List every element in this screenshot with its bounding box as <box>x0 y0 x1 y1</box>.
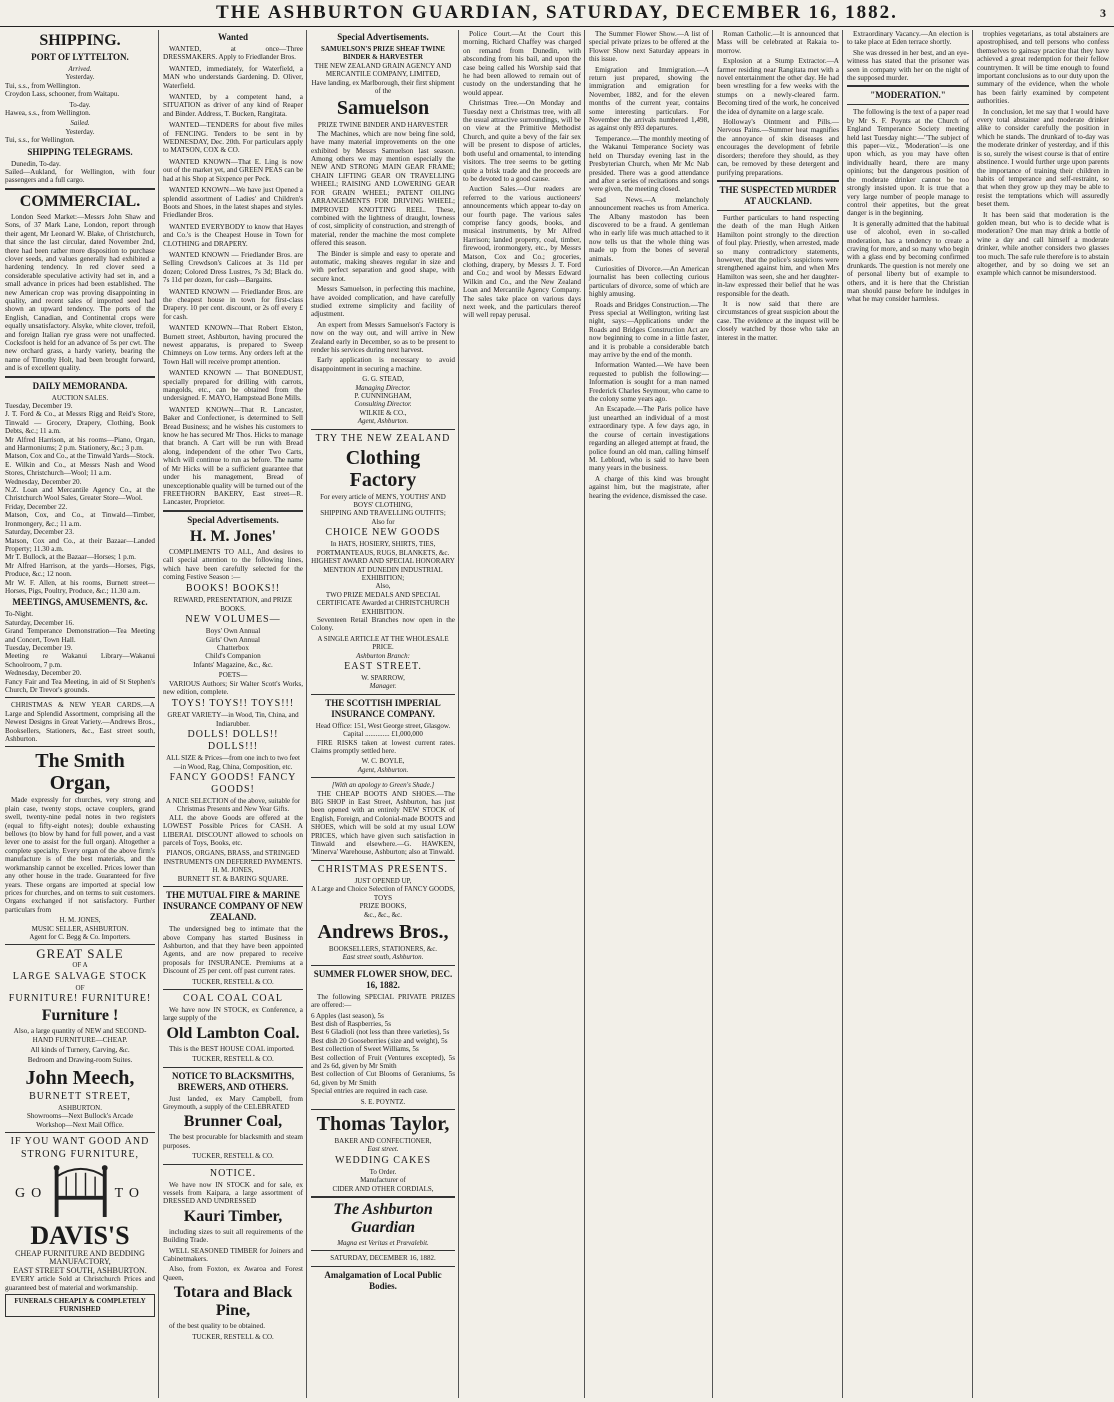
telegrams-heading: SHIPPING TELEGRAMS. <box>27 146 133 157</box>
prize-books: PRIZE BOOKS, <box>359 902 407 911</box>
just-opened: JUST OPENED UP, <box>354 876 412 885</box>
divider <box>163 989 303 990</box>
coal-signature: TUCKER, RESTELL & CO. <box>192 1055 274 1064</box>
funerals-box: FUNERALS CHEAPLY & COMPLETELY FURNISHED <box>5 1294 155 1317</box>
totara-text: Also, from Foxton, ex Awaroa and Forest Queen, <box>163 1265 303 1282</box>
signature-title: Managing Director. <box>355 383 411 392</box>
organ-signature-title: MUSIC SELLER, ASHBURTON. <box>31 924 129 933</box>
divider <box>311 777 455 778</box>
column-2 <box>160 30 306 1398</box>
news-paragraph: It has been said that moderation is the golden mean, but who is to decide what is moderation? One man may drink a bottle of wine a day and call himself a moderate drinker, while another considers two glasses too much. The safe rule therefore is to abstain altogether, and by so doing we set an example which cannot be misunderstood. <box>977 210 1109 278</box>
meech-showrooms: Showrooms—Next Bullock's Arcade Workshop—Next Mail Office. <box>26 1112 134 1129</box>
totara-signature: TUCKER, RESTELL & CO. <box>192 1332 274 1341</box>
manufacturer-label: Manufacturer of <box>360 1176 406 1185</box>
east-street: EAST STREET. <box>344 660 422 672</box>
taylor-title: Thomas Taylor, <box>316 1113 450 1135</box>
dolls-text: ALL SIZE & Prices—from one inch to two feet—in Wood, Rag, China, Composition, etc. <box>166 754 300 771</box>
lambton-title: Old Lambton Coal. <box>166 1024 300 1042</box>
special-heading: Special Advertisements. <box>187 514 279 525</box>
column-6 <box>714 30 842 1398</box>
sale-line: OF A <box>72 961 88 970</box>
meech-address: BURNETT STREET, <box>29 1090 131 1102</box>
sailed-label: Sailed. <box>70 119 90 128</box>
page-number: 3 <box>1100 6 1106 20</box>
news-paragraph: trophies vegetarians, as total abstainers are apostrophised, and tell persons who confess themselves to gainsay practice that they have achieved a great redemption for their fellow countrymen. It will be time enough to found important conclusions as to our duty upon the summary of the evidence, when the whole has been fairly examined by competent authorities. <box>977 30 1109 106</box>
sale-line: OF <box>75 983 85 992</box>
today-text: Hawea, s.s., from Wellington. <box>5 109 91 118</box>
single-article: A SINGLE ARTICLE AT THE WHOLESALE PRICE. <box>317 634 449 652</box>
sparrow-name: W. SPARROW, <box>361 673 405 682</box>
all-above-text: ALL the above Goods are offered at the LOWEST Possible Prices for CASH. A LIBERAL DISCOUNT allowed to schools on parcels of Toys, Books, etc. <box>163 813 303 848</box>
divider <box>311 965 455 966</box>
fancy-text: A NICE SELECTION of the above, suitable for Christmas Presents and New Year Gifts. <box>165 797 301 814</box>
arrived-text: Tui, s.s., from Wellington. Croydon Lass, schooner, from Waitapu. <box>5 81 120 99</box>
news-paragraph: An Escapade.—The Paris police have just unearthed an individual of a most extraordinary type. A few days ago, in the course of certain investigations regarding an alleged attempt at fraud, the police found an old man, calling himself M. Lebloud, who is said to have been many years in the business. <box>589 405 709 473</box>
arrived-label: Arrived. <box>68 65 92 73</box>
davis-text: CHEAP FURNITURE AND BEDDING MANUFACTORY, <box>15 1249 145 1267</box>
try-heading: TRY THE NEW ZEALAND <box>315 432 451 444</box>
mutual-signature: TUCKER, RESTELL & CO. <box>192 977 274 986</box>
also-text: Also, <box>375 582 391 591</box>
mutual-body: The undersigned beg to intimate that the above Company has started Business in Ashburton, and that they have been appointed Agents, and are now prepared to receive proposals for INSURANCE. Premiums at a Discount of 25 per cent. off past current rates. <box>163 925 303 976</box>
andrews-trade: BOOKSELLERS, STATIONERS, &c. <box>328 944 438 953</box>
signature: G. G. STEAD, <box>362 375 404 384</box>
coal-text: We have now IN STOCK, ex Conference, a large supply of the <box>163 1005 303 1023</box>
totara-text2: of the best quality to be obtained. <box>169 1322 266 1331</box>
news-paragraph: It is now said that there are circumstances of great suspicion about the case. The evidence at the inquest will be closely watched by those who take an interest in the matter. <box>717 299 839 342</box>
auction-text: Tuesday, December 19. J. T. Ford & Co., at Messrs Rigg and Reid's Store, Tinwald — Grocery, Drapery, Clothing, Book Debts, &c.; 11 a.m. Mr Alfred Harrison, at his rooms—Piano, Organ, and Harmoniums; 2 p.m. Stationery, &c.; 3 p.m. Matson, Cox and Co., at the Tinwald Yards—Stock. E. Wilkin and Co., at Messrs Nash and Wood Stores, Christchurch—Wool; 11 a.m. Wednesday, December 20. N.Z. Loan and Mercantile Agency Co., at the Christchurch Wool Sales, Greater Store—Wool. Friday, December 22. Matson, Cox, and Co., at Tinwald—Timber, Ironmongery, &c.; 11 a.m. Saturday, December 23. Matson, Cox and Co., at their Bazaar—Landed Property; 11.30 a.m. Mr T. Bullock, at the Bazaar—Horses; 1 p.m. Mr Alfred Harrison, at the yards—Horses, Pigs, Produce, &c.; 12 noon. Mr W. F. Allen, at his rooms, Burnett street—Horses, Pigs, Poultry, Produce, &c.; 11.30 a.m. <box>5 402 155 595</box>
samuelson-body: Messrs Samuelson, in perfecting this machine, have avoided complication, and have carefully studied extreme simplicity and facility of adjustment. <box>311 285 455 319</box>
wedding-cakes: WEDDING CAKES <box>334 1154 432 1166</box>
wanted-ad: WANTED KNOWN—That Robert Elston, Burnett street, Ashburton, having procured the newest apparatus, is prepared to Sweep Chimneys on Low terms. Any orders left at the Town Hall will receive prompt attention. <box>163 324 303 366</box>
news-paragraph: Police Court.—At the Court this morning, Richard Chaffey was charged on remand from Dunedin, with absconding from his bail, and upon the case being called his Worship said that he had been allowed to remain out of custody on the understanding that he would appear. <box>463 30 581 97</box>
column-8 <box>974 30 1112 1398</box>
retail-text: Seventeen Retail Branches now open in the Colony. <box>311 615 455 633</box>
fire-risks: FIRE RISKS taken at lowest current rates. Claims promptly settled here. <box>311 738 455 755</box>
samuelson-heading: SAMUELSON'S PRIZE SHEAF TWINE BINDER & HARVESTER <box>321 45 445 62</box>
today-label: To-day. <box>69 100 91 109</box>
divider <box>717 180 839 182</box>
divider <box>847 85 969 87</box>
column-rule <box>842 30 843 1398</box>
divider <box>311 429 455 430</box>
books-heading: BOOKS! BOOKS!! <box>185 583 281 595</box>
news-paragraph: Further particulars to hand respecting the death of the man Hugh Aitken Hamilton point strongly to the direction of foul play. Priestly, when arrested, made so many contradictory statements, however, that the police's suspicions were strengthened against him, and when Mrs Hamilton was seen, she and her daughter-in-law expressed their belief that he was responsible for the death. <box>717 213 839 298</box>
moderation-heading: "MODERATION." <box>870 90 946 101</box>
toys-label: TOYS <box>373 893 393 902</box>
organ-signature-agent: Agent for C. Begg & Co. Importers. <box>29 932 131 941</box>
notice-smiths: NOTICE TO BLACKSMITHS, BREWERS, AND OTHERS. <box>172 1070 294 1092</box>
new-volumes: NEW VOLUMES— <box>185 614 281 626</box>
want-line: IF YOU WANT GOOD AND <box>10 1136 150 1147</box>
divider <box>5 376 155 378</box>
meech-name: John Meech, <box>25 1066 135 1089</box>
news-paragraph: Sad News.—A melancholy announcement reaches us from America. The Albany mastodon has been discovered to be a fraud. A gentleman who in early life was much attached to it now tells us that the whole thing was made up from the bones of several animals. <box>589 195 709 263</box>
memoranda-heading: DAILY MEMORANDA. <box>32 380 128 391</box>
divider <box>163 510 303 512</box>
column-4 <box>460 30 584 1398</box>
news-paragraph: The Summer Flower Show.—A list of special private prizes to be offered at the Flower Show next Saturday appears in this issue. <box>589 30 709 64</box>
award-text: HIGHEST AWARD AND SPECIAL HONORARY MENTION AT DUNEDIN INDUSTRIAL EXHIBITION; <box>311 557 455 582</box>
organ-signature: H. M. JONES, <box>59 916 101 925</box>
wanted-ad: WANTED—TENDERS for about five miles of FENCING. Tenders to be sent in by WEDNESDAY, Dec. 20th. For particulars apply to MATSON, COX & CO. <box>163 121 303 155</box>
jones-text: COMPLIMENTS TO ALL, And desires to call special attention to the following lines, which have been carefully selected for the coming Festive Season :— <box>163 547 303 581</box>
telegrams-text: Dunedin, To-day. Sailed—Aukland, for Wellington, with four passengers and a full cargo. <box>5 159 155 185</box>
poyntz-signature: S. E. POYNTZ. <box>360 1097 406 1106</box>
organ-text: Made expressly for churches, very strong and plain case, twenty stops, octave couplers, grand swell, twenty-nine pedal notes in two registers (equal to fifty-eight notes); double exhausting bellows (to blow by hand for full power, and a vast lever one to assist for the full organ). Altogether a complete specialty. Every organ of the above firm's manufacture is of the best materials, and the workmanship cannot be excelled. Prices lower than any other house in the trade. Guaranteed for five years. These organs are imported at special low prices for churches, and on terms to suit customers. Organs exchanged if not satisfactory. Further particulars from <box>5 796 155 914</box>
port-heading: PORT OF LYTTELTON. <box>31 52 129 62</box>
clothing-title: Clothing Factory <box>345 446 421 491</box>
manager-label: Manager. <box>369 682 397 691</box>
column-7 <box>844 30 972 1398</box>
news-paragraph: Curiosities of Divorce.—An American journalist has been collecting curious particulars of divorce, some of which are highly amusing. <box>589 264 709 299</box>
column-rule <box>584 30 585 1398</box>
kauri-text2: including sizes to suit all requirements of the Building Trade. <box>163 1227 303 1245</box>
masthead <box>0 0 1114 27</box>
fancy-selection: A Large and Choice Selection of FANCY GOODS, <box>311 885 455 894</box>
brunner-text: The best procurable for blacksmith and steam purposes. <box>163 1133 303 1150</box>
go-text: GO <box>15 1185 48 1201</box>
etc: &c., &c., &c. <box>364 910 402 919</box>
flower-list: 6 Apples (last season), 5s Best dish of Raspberries, 5s Best 6 Gladioli (not less than three varieties), 5s Best dish 20 Gooseberries (size and weight), 5s Best collection of Sweet Williams, 5s Best collection of Fruit (Ventures excepted), 5s and 2s 6d, given by Mr Smith Best collection of Cut Blooms of Geraniums, 5s 6d, given by Mr Smith Special entries are required in each case. <box>311 1011 455 1096</box>
also-for: Also for <box>371 517 395 526</box>
wanted-ad: WANTED, by a competent hand, a SITUATION as driver of any kind of Reaper and Binder. Address, T. Bucken, Rangitata. <box>163 93 303 118</box>
divider <box>163 886 303 887</box>
sale-heading: GREAT SALE <box>36 946 124 962</box>
divider <box>847 104 969 105</box>
pianos-text: PIANOS, ORGANS, BRASS, and STRINGED INSTRUMENTS ON DEFERRED PAYMENTS. <box>163 849 303 866</box>
cards-ad: CHRISTMAS & NEW YEAR CARDS.—A Large and Splendid Assortment, comprising all the Newest Designs in Great Variety.—Andrews Bros., Booksellers, Stationers, &c., East street south, Ashburton. <box>5 701 155 744</box>
arrived-yesterday: Yesterday. <box>65 73 95 82</box>
wanted-heading: Wanted <box>217 32 248 42</box>
news-paragraph: She was dressed in her best, and an eye-witness has stated that the prisoner was seen in company with her on the night of the supposed murder. <box>847 48 969 83</box>
notice-heading: NOTICE. <box>209 1167 257 1179</box>
sale-furniture: Furniture ! <box>41 1007 119 1025</box>
amalgamation-heading: Amalgamation of Local Public Bodies. <box>324 1269 442 1291</box>
special-heading: Special Advertisements. <box>337 32 429 42</box>
guardian-date: SATURDAY, DECEMBER 16, 1882. <box>330 1254 436 1263</box>
samuelson-body: The Binder is simple and easy to operate and automatic, making sheaves regular in size and with perfect separation and good shape, with secure knot. <box>311 249 455 283</box>
davis-title: DAVIS'S <box>30 1221 130 1250</box>
sailed-text: Tui, s.s., for Wellington. <box>5 136 75 145</box>
column-rule <box>972 30 973 1398</box>
coal-heading: COAL COAL COAL <box>183 992 283 1004</box>
outfits-text: SHIPPING AND TRAVELLING OUTFITS; <box>320 509 446 518</box>
masthead-title: THE ASHBURTON GUARDIAN, SATURDAY, DECEMBER 16, 1882. <box>216 2 898 23</box>
suspected-murder-heading: THE SUSPECTED MURDER AT AUCKLAND. <box>719 184 837 206</box>
toys-text: GREAT VARIETY—in Wood, Tin, China, and Indiarubber. <box>167 711 299 728</box>
medals-text: TWO PRIZE MEDALS AND SPECIAL CERTIFICATE Awarded at CHRISTCHURCH EXHIBITION. <box>316 590 450 616</box>
divider <box>311 1196 455 1198</box>
scottish-heading: THE SCOTTISH IMPERIAL INSURANCE COMPANY. <box>325 697 441 719</box>
divider <box>311 1250 455 1251</box>
sale-text: All kinds of Turnery, Carving, &c. <box>30 1045 130 1054</box>
column-1 <box>2 30 158 1398</box>
divider <box>163 1164 303 1165</box>
cider-text: CIDER AND OTHER CORDIALS, <box>332 1184 434 1193</box>
books-text: REWARD, PRESENTATION, and PRIZE BOOKS. <box>173 596 293 613</box>
signature-title: Consulting Director. <box>354 400 412 409</box>
news-paragraph: Holloway's Ointment and Pills.—Nervous Pains.—Summer heat magnifies the annoyance of skin diseases and encourages the development of febrile disorders; therefore they should, as they can, be removed by these detergent and purifying preparations. <box>717 118 839 177</box>
to-order: To Order. <box>369 1167 397 1176</box>
landed-text: Just landed, ex Mary Campbell, from Greymouth, a supply of the CELEBRATED <box>163 1094 303 1111</box>
divider <box>311 1109 455 1110</box>
samuelson-body: The Machines, which are now being fine sold, have many material improvements on the one exhibited by Messrs Samuelson last season. Among others we may mention especially the NEW AND STRONG MAIN GEAR FRAME; CHAIN LIFTING GEAR ON TRAVELLING WHEEL; RAISING AND LOWERING GEAR FOR GRAIN WHEEL; PATENT OILING ARRANGEMENTS FOR DRIVING WHEEL; IMPROVED KNOTTING REEL. These, combined with the lightness of draught, lowness of cost, simplicity of construction, and strength of material, render the machine the most complete offered this season. <box>311 129 455 248</box>
wanted-ad: WANTED KNOWN—That R. Lancaster, Baker and Confectioner, is determined to Sell Bread Business; and he wishes his customers to know he has secured Mr Thos. Hicks to manage that branch. A Cart will be run with Bread along, independent of the other Two Carts, which will continue to run as before. The name of Mr Hicks will be a sufficient guarantee that under his management, Bread of unexceptionable quality will be turned out of the FREETHORN BAKERY, East street—R. Lancaster, Proprietor. <box>163 405 303 507</box>
news-paragraph: Christmas Tree.—On Monday and Tuesday next a Christmas tree, with all the usual attractive surroundings, will be on view at the Primitive Methodist Church, and quite a bevy of the fair sex will be present to dispose of articles, both useful and ornamental, to intending visitors. The tree seems to be getting quite a brisk trade and the proceeds are to be devoted to a good cause. <box>463 99 581 183</box>
column-rule <box>712 30 713 1398</box>
samuelson-title: Samuelson <box>336 97 430 120</box>
news-paragraph: Roman Catholic.—It is announced that Mass will be celebrated at Rakaia to-morrow. <box>717 30 839 55</box>
clothing-text: For every article of MEN'S, YOUTHS' AND BOYS' CLOTHING, <box>320 492 446 510</box>
news-paragraph: Information Wanted.—We have been requested to publish the following:—Information is sought for a man named Frederick Charles Seymour, who came to the colony some years ago. <box>589 361 709 404</box>
apology: [With an apology to Green's Shade.] <box>331 781 435 790</box>
news-paragraph: Emigration and Immigration.—A return just prepared, showing the immigration and emigration for November, 1882, and for the eleven months of the current year, contains some interesting particulars. For November the arrivals numbered 1,498, as against only 893 departures. <box>589 65 709 133</box>
hats-text: In HATS, HOSIERY, SHIRTS, TIES, PORTMANTEAUS, RUGS, BLANKETS, &c. <box>316 540 450 557</box>
agency-name: THE NEW ZEALAND GRAIN AGENCY AND MERCANTILE COMPANY, LIMITED, <box>314 61 452 79</box>
column-rule <box>458 30 459 1398</box>
divider <box>5 746 155 747</box>
branch-label: Ashburton Branch: <box>356 651 410 660</box>
boot-text: THE CHEAP BOOTS AND SHOES.—The BIG SHOP in East Street, Ashburton, has just been opened with an entirely NEW STOCK of English, Foreign, and Colonial-made BOOTS and SHOES, which will be sold at my usual LOW PRICES, which have given such satisfaction in Tinwald and elsewhere.—G. HAWKEN, 'Minerva' Warehouse, Ashburton; also at Tinwald. <box>311 789 455 857</box>
news-paragraph: In conclusion, let me say that I would have every total abstainer and moderate drinker alike to consider carefully the position in which he stands. The drunkard of to-day was the moderate drinker of yesterday, and if this is so, surely the wisest course is that of entire abstinence. I would further urge upon parents the importance of training their children in habits of temperance and self-restraint, so that when they grow up they may be able to resist the temptations which will assuredly beset them. <box>977 107 1109 209</box>
boyle-agent: Agent, Ashburton. <box>357 765 409 774</box>
meetings-text: To-Night. Saturday, December 16. Grand Temperance Demonstration—Tea Meeting and Concert, Town Hall. Tuesday, December 19. Meeting re Wakanui Library—Wakanui Schoolroom, 7 p.m. Wednesday, December 20. Fancy Fair and Tea Meeting, in aid of St Stephen's Church, Dr Trevor's grounds. <box>5 610 155 694</box>
samuelson-subtitle: PRIZE TWINE BINDER AND HARVESTER <box>317 121 449 130</box>
divider <box>311 860 455 861</box>
christmas-heading: CHRISTMAS PRESENTS. <box>317 863 449 875</box>
news-paragraph: It is generally admitted that the habitual use of alcohol, even in so-called moderation, has a tendency to create a craving for more, and so many who begin with a glass end by becoming confirmed drunkards. The question is not merely one of personal liberty but of example to others, and it is here that the Christian man should pause before he indulges in what he may consider harmless. <box>847 219 969 304</box>
wanted-ad: WANTED, at once—Three DRESSMAKERS. Apply to Friedlander Bros. <box>163 45 303 62</box>
brunner-title: Brunner Coal, <box>183 1113 283 1131</box>
divider <box>311 694 455 695</box>
sale-text: Bedroom and Drawing-room Suites. <box>27 1056 133 1065</box>
sale-line: LARGE SALVAGE STOCK <box>12 970 148 982</box>
signature-title: Agent, Ashburton. <box>357 417 409 426</box>
signature: P. CUNNINGHAM, <box>354 392 412 401</box>
davis-tail: EVERY article Sold at Christchurch Prices and guaranteed best of material and workmanship. <box>5 1275 155 1292</box>
news-paragraph: Explosion at a Stump Extractor.—A farmer residing near Rangitata met with a novel entertainment the other day. He had been wrestling for a few weeks with the stumps on a newly-cleared farm. Becoming tired of the work, he conceived the idea of dynamite on a large scale. <box>717 57 839 116</box>
sailed-yesterday: Yesterday. <box>65 127 95 136</box>
taylor-trade: BAKER AND CONFECTIONER, <box>334 1137 432 1145</box>
guardian-title: The Ashburton Guardian <box>333 1201 433 1237</box>
news-paragraph: Auction Sales.—Our readers are referred to the various auctioneers' announcements which appear to-day on our fourth page. The various sales comprise fancy goods, books, and musical instruments, by Mr Alfred Harrison; landed property, coal, timber, firewood, ironmongery, etc., by Messrs Matson, Cox and Co.; groceries, clothing, drapery, by Messrs J. T. Ford and Co.; and wool by Messrs Edward Wilkin and Co., and the New Zealand Loan and Mercantile Agency Company. The sales take place on various days next week, and the particulars thereof will well repay perusal. <box>463 185 581 320</box>
sale-line: FURNITURE! FURNITURE! <box>8 993 152 1005</box>
davis-address: EAST STREET SOUTH, ASHBURTON. <box>13 1265 147 1275</box>
samuelson-body: An expert from Messrs Samuelson's Factory is now on the way out, and will arrive in New Zealand early in December, so as to be present to render his services during next harvest. <box>311 320 455 354</box>
scottish-office: Head Office: 151, West George street, Glasgow. <box>315 721 451 730</box>
andrews-address: East street south, Ashburton. <box>342 953 424 962</box>
divider <box>5 188 155 190</box>
divider <box>5 697 155 698</box>
commercial-heading: COMMERCIAL. <box>19 192 141 210</box>
news-paragraph: A charge of this kind was brought against him, but the magistrate, after hearing the evidence, dismissed the case. <box>589 474 709 500</box>
divider <box>5 944 155 945</box>
jones-signature: H. M. JONES, <box>212 866 254 875</box>
guardian-motto: Magna est Veritas et Prævalebit. <box>337 1239 429 1248</box>
volumes-list: Boys' Own Annual Girls' Own Annual Chatterbox Child's Companion Infants' Magazine, &c., &c. <box>193 627 273 669</box>
kauri-text: We have now IN STOCK and for sale, ex vessels from Kaipara, a large assortment of DRESSED AND UNDRESSED <box>163 1180 303 1206</box>
andrews-title: Andrews Bros., <box>317 920 449 943</box>
wanted-ad: WANTED KNOWN — That BONEDUST, specially prepared for drilling with carrots, mangolds, etc., can be obtained from the undersigned. F. MAYO, Hampstead Bone Mills. <box>163 369 303 403</box>
mutual-heading: THE MUTUAL FIRE & MARINE INSURANCE COMPANY OF NEW ZEALAND. <box>163 890 303 923</box>
coal-best: This is the BEST HOUSE COAL imported. <box>169 1044 295 1053</box>
auction-label: AUCTION SALES. <box>51 393 109 402</box>
flower-show-heading: SUMMER FLOWER SHOW, DEC. 16, 1882. <box>313 968 453 990</box>
sale-text: Also, a large quantity of NEW and SECOND-HAND FURNITURE—CHEAP. <box>13 1027 147 1044</box>
divider <box>311 1266 455 1267</box>
seasoned-text: WELL SEASONED TIMBER for Joiners and Cabinetmakers. <box>163 1246 303 1264</box>
news-paragraph: Roads and Bridges Construction.—The Press special at Wellington, writing last night, says:—Applications under the Roads and Bridges Construction Act are now beginning to come in a little faster, and it is probable a considerable batch may arrive by the end of the month. <box>589 300 709 360</box>
toys-heading: TOYS! TOYS!! TOYS!!! <box>171 698 295 710</box>
want-line: STRONG FURNITURE, <box>20 1149 140 1160</box>
brunner-signature: TUCKER, RESTELL & CO. <box>192 1152 274 1161</box>
dolls-heading: DOLLS! DOLLS!! DOLLS!!! <box>187 729 279 753</box>
commercial-text: London Seed Market:—Messrs John Shaw and Sons, of 37 Mark Lane, London, report through their agent, Mr Leonard W. Blake, of Christchurch, that since the last circular, dated November 2nd, there had been rather more disposition to purchase clover seeds, and values generally had exhibited a hardening tendency. In red clover seed a considerable speculative activity had set in, and a small advance in prices had been established. The new American crop was proving disappointing in quality, and recent sales of imported seed had shown an upward tendency. The ports of the English, Canadian, and Continental crops were equally unsatisfactory. Alsyke, white clover, trefoil, and foreign Italian rye grass were not unaffected. Cocksfoot is held for an advance of 5s per cwt. The new orchard grass, a hardy variety, bearing the name of Timothy Holt, had been brought forward, and is of excellent quality. <box>5 212 155 373</box>
boyle-name: W. C. BOYLE, <box>361 757 405 766</box>
divider <box>163 1067 303 1068</box>
to-text: TO <box>114 1185 145 1201</box>
wanted-ad: WANTED, immediately, for Waterfield, a MAN who understands Gardening. D. Oliver, Waterfield. <box>163 64 303 90</box>
various-authors: VARIOUS Authors; Sir Walter Scott's Works, new edition, complete. <box>163 679 303 696</box>
divider <box>5 1132 155 1133</box>
wanted-ad: WANTED KNOWN—We have just Opened a splendid assortment of Ladies' and Children's Boots and Shoes, in the latest shapes and styles. Friedlander Bros. <box>163 186 303 220</box>
jones-address: BURNETT ST. & BARING SQUARE. <box>177 874 289 883</box>
samuelson-body: Early application is necessary to avoid disappointment in securing a machine. <box>311 356 455 373</box>
column-rule <box>158 30 159 1398</box>
taylor-address: East street. <box>367 1145 399 1154</box>
capital: Capital .............. £1,000,000 <box>343 730 423 739</box>
kauri-title: Kauri Timber, <box>183 1207 283 1225</box>
flower-text: The following SPECIAL PRIVATE PRIZES are offered:— <box>311 992 455 1010</box>
meech-town: ASHBURTON. <box>58 1103 102 1112</box>
column-5 <box>586 30 712 1398</box>
jones-title: H. M. Jones' <box>189 527 277 545</box>
shipping-heading: SHIPPING. <box>39 32 121 49</box>
fancy-heading: FANCY GOODS! FANCY GOODS! <box>169 772 297 796</box>
bedstead-icon <box>47 1162 114 1222</box>
column-3 <box>308 30 458 1398</box>
wanted-ad: WANTED EVERYBODY to know that Hayes and Co.'s is the Cheapest House in Town for CLOTHING and DRAPERY. <box>163 222 303 248</box>
wanted-ad: WANTED KNOWN — Friedlander Bros. are Selling Crewdson's Calicoes at 3s 11d per dozen; Colored Dress Lustres, 7s 3d; Black do. 7s 11d per dozen, for cash—Bargains. <box>163 250 303 285</box>
news-paragraph: Temperance.—The monthly meeting of the Wakanui Temperance Society was held on Thursday evening last in the Presbyterian Church, when Mr Mc Nab presided. There was a good attendance and after a series of recitations and songs were given, the meeting closed. <box>589 134 709 194</box>
totara-title: Totara and Black Pine, <box>173 1284 293 1320</box>
meetings-heading: MEETINGS, AMUSEMENTS, &c. <box>12 597 148 608</box>
divider <box>717 210 839 211</box>
column-rule <box>306 30 307 1398</box>
news-paragraph: Extraordinary Vacancy.—An election is to take place at Eden terrace shortly. <box>847 30 969 47</box>
wanted-ad: WANTED KNOWN — Friedlander Bros. are the cheapest house in town for first-class Drapery. 10 per cent. discount, or 2s off every £ for cash. <box>163 287 303 321</box>
poets: POETS— <box>218 671 248 680</box>
agency-text: Have landing, ex Marlborough, their first shipment of the <box>311 78 455 96</box>
signature: WILKIE & CO., <box>359 408 407 417</box>
choice-goods: CHOICE NEW GOODS <box>325 527 441 539</box>
news-paragraph: The following is the text of a paper read by Mr S. F. Poynts at the Church of England Temperance Society meeting held last Tuesday night:—"The subject of this paper—viz., 'Moderation'—is one upon which, as you may have often individually heard, there are many opinions; but the dangerous position of the moderate drinker cannot be too strongly insisted upon. It is true that a very large number of people manage to control their appetites, but the great danger is in the beginning. <box>847 108 969 218</box>
organ-heading: The Smith Organ, <box>35 750 125 795</box>
wanted-ad: WANTED KNOWN—That E. Ling is now out of the market yet, and GREEN PEAS can be had at his Shop at Sixpence per Peck. <box>163 157 303 183</box>
